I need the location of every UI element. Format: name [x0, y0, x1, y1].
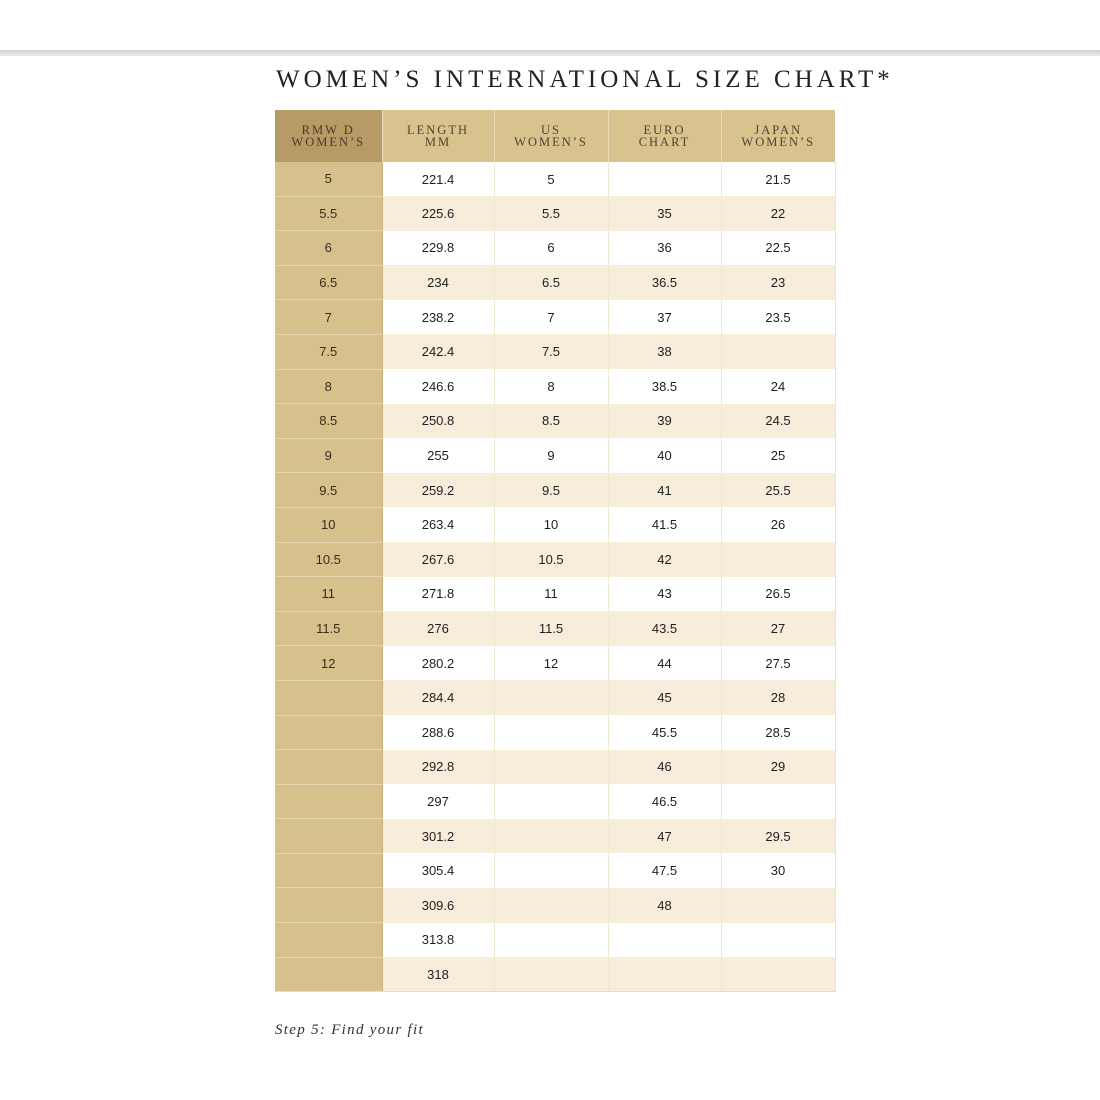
rmw-d-size-cell: 11.5	[275, 611, 382, 646]
table-row	[275, 957, 835, 992]
euro-size-cell: 43.5	[608, 611, 721, 646]
length-mm-cell: 267.6	[382, 542, 494, 577]
column-header-length-mm	[382, 110, 494, 162]
table-row	[275, 611, 835, 646]
us-size-cell: 5	[494, 162, 608, 196]
japan-size-cell: 24.5	[721, 404, 835, 439]
japan-size-cell: 23	[721, 265, 835, 300]
us-size-cell: 6	[494, 231, 608, 266]
us-size-cell: 9.5	[494, 473, 608, 508]
column-header-us-womens	[494, 110, 608, 162]
rmw-d-size-cell	[275, 853, 382, 888]
table-row	[275, 196, 835, 231]
column-header-line: MM	[424, 135, 452, 149]
us-size-cell: 7.5	[494, 334, 608, 369]
length-mm-cell: 313.8	[382, 923, 494, 958]
us-size-cell: 8.5	[494, 404, 608, 439]
euro-size-cell: 39	[608, 404, 721, 439]
rmw-d-size-cell: 6	[275, 231, 382, 266]
us-size-cell: 8	[494, 369, 608, 404]
length-mm-cell: 297	[382, 784, 494, 819]
length-mm-cell: 271.8	[382, 577, 494, 612]
euro-size-cell: 38.5	[608, 369, 721, 404]
rmw-d-size-cell	[275, 923, 382, 958]
us-size-cell: 6.5	[494, 265, 608, 300]
rmw-d-size-cell: 8	[275, 369, 382, 404]
length-mm-cell: 305.4	[382, 853, 494, 888]
euro-size-cell	[608, 162, 721, 196]
euro-size-cell: 47	[608, 819, 721, 854]
table-row	[275, 265, 835, 300]
japan-size-cell	[721, 542, 835, 577]
japan-size-cell	[721, 923, 835, 958]
rmw-d-size-cell: 9	[275, 438, 382, 473]
length-mm-cell: 246.6	[382, 369, 494, 404]
japan-size-cell: 22	[721, 196, 835, 231]
us-size-cell	[494, 888, 608, 923]
euro-size-cell: 41	[608, 473, 721, 508]
japan-size-cell: 25	[721, 438, 835, 473]
euro-size-cell	[608, 923, 721, 958]
length-mm-cell: 292.8	[382, 750, 494, 785]
table-row	[275, 888, 835, 923]
column-header-line: RMW D	[301, 123, 355, 137]
table-row	[275, 853, 835, 888]
length-mm-cell: 318	[382, 957, 494, 992]
japan-size-cell: 26.5	[721, 577, 835, 612]
rmw-d-size-cell: 9.5	[275, 473, 382, 508]
japan-size-cell: 29	[721, 750, 835, 785]
column-header-line: JAPAN	[754, 123, 803, 137]
table-row	[275, 923, 835, 958]
euro-size-cell: 45	[608, 680, 721, 715]
table-row	[275, 646, 835, 681]
column-header-line: WOMEN’S	[514, 135, 588, 149]
us-size-cell: 11.5	[494, 611, 608, 646]
length-mm-cell: 221.4	[382, 162, 494, 196]
euro-size-cell: 47.5	[608, 853, 721, 888]
us-size-cell: 11	[494, 577, 608, 612]
table-row	[275, 334, 835, 369]
japan-size-cell: 25.5	[721, 473, 835, 508]
rmw-d-size-cell: 5	[275, 162, 382, 196]
us-size-cell	[494, 923, 608, 958]
size-chart-body	[275, 162, 835, 992]
euro-size-cell: 43	[608, 577, 721, 612]
japan-size-cell: 26	[721, 507, 835, 542]
table-row	[275, 750, 835, 785]
table-row	[275, 507, 835, 542]
euro-size-cell: 41.5	[608, 507, 721, 542]
column-header-japan-womens	[721, 110, 835, 162]
us-size-cell	[494, 819, 608, 854]
euro-size-cell: 45.5	[608, 715, 721, 750]
rmw-d-size-cell	[275, 715, 382, 750]
table-row	[275, 784, 835, 819]
us-size-cell: 7	[494, 300, 608, 335]
length-mm-cell: 309.6	[382, 888, 494, 923]
table-row	[275, 404, 835, 439]
us-size-cell: 12	[494, 646, 608, 681]
japan-size-cell: 28	[721, 680, 835, 715]
header-row	[275, 110, 835, 162]
japan-size-cell	[721, 784, 835, 819]
length-mm-cell: 276	[382, 611, 494, 646]
length-mm-cell: 280.2	[382, 646, 494, 681]
euro-size-cell	[608, 957, 721, 992]
length-mm-cell: 288.6	[382, 715, 494, 750]
japan-size-cell: 23.5	[721, 300, 835, 335]
table-row	[275, 819, 835, 854]
japan-size-cell: 30	[721, 853, 835, 888]
rmw-d-size-cell: 10.5	[275, 542, 382, 577]
rmw-d-size-cell	[275, 957, 382, 992]
rmw-d-size-cell: 5.5	[275, 196, 382, 231]
length-mm-cell: 259.2	[382, 473, 494, 508]
size-chart-header	[275, 110, 835, 162]
us-size-cell	[494, 957, 608, 992]
euro-size-cell: 36.5	[608, 265, 721, 300]
us-size-cell: 9	[494, 438, 608, 473]
column-header-line: LENGTH	[407, 123, 469, 137]
japan-size-cell: 27.5	[721, 646, 835, 681]
length-mm-cell: 301.2	[382, 819, 494, 854]
column-header-rmw-d-womens	[275, 110, 382, 162]
length-mm-cell: 234	[382, 265, 494, 300]
euro-size-cell: 40	[608, 438, 721, 473]
us-size-cell: 10.5	[494, 542, 608, 577]
rmw-d-size-cell: 11	[275, 577, 382, 612]
rmw-d-size-cell	[275, 750, 382, 785]
rmw-d-size-cell	[275, 784, 382, 819]
column-header-euro-chart	[608, 110, 721, 162]
rmw-d-size-cell: 7.5	[275, 334, 382, 369]
table-row	[275, 577, 835, 612]
step-footnote: Step 5: Find your fit	[275, 1022, 424, 1038]
euro-size-cell: 37	[608, 300, 721, 335]
column-header-line: EURO	[643, 123, 686, 137]
column-header-line: CHART	[638, 135, 691, 149]
us-size-cell: 10	[494, 507, 608, 542]
euro-size-cell: 35	[608, 196, 721, 231]
us-size-cell	[494, 784, 608, 819]
rmw-d-size-cell: 7	[275, 300, 382, 335]
us-size-cell	[494, 715, 608, 750]
table-row	[275, 473, 835, 508]
euro-size-cell: 46	[608, 750, 721, 785]
us-size-cell	[494, 853, 608, 888]
rmw-d-size-cell	[275, 888, 382, 923]
us-size-cell: 5.5	[494, 196, 608, 231]
column-header-line: WOMEN’S	[291, 135, 366, 149]
japan-size-cell: 29.5	[721, 819, 835, 854]
japan-size-cell	[721, 957, 835, 992]
table-row	[275, 162, 835, 196]
euro-size-cell: 44	[608, 646, 721, 681]
rmw-d-size-cell: 6.5	[275, 265, 382, 300]
rmw-d-size-cell	[275, 819, 382, 854]
length-mm-cell: 242.4	[382, 334, 494, 369]
top-divider	[0, 50, 1100, 56]
japan-size-cell: 24	[721, 369, 835, 404]
table-row	[275, 680, 835, 715]
length-mm-cell: 238.2	[382, 300, 494, 335]
length-mm-cell: 255	[382, 438, 494, 473]
length-mm-cell: 284.4	[382, 680, 494, 715]
table-row	[275, 369, 835, 404]
length-mm-cell: 250.8	[382, 404, 494, 439]
us-size-cell	[494, 680, 608, 715]
euro-size-cell: 42	[608, 542, 721, 577]
length-mm-cell: 229.8	[382, 231, 494, 266]
rmw-d-size-cell: 10	[275, 507, 382, 542]
rmw-d-size-cell: 8.5	[275, 404, 382, 439]
japan-size-cell	[721, 888, 835, 923]
length-mm-cell: 225.6	[382, 196, 494, 231]
page-title: WOMEN’S INTERNATIONAL SIZE CHART*	[276, 66, 894, 93]
japan-size-cell: 27	[721, 611, 835, 646]
japan-size-cell: 28.5	[721, 715, 835, 750]
length-mm-cell: 263.4	[382, 507, 494, 542]
rmw-d-size-cell: 12	[275, 646, 382, 681]
euro-size-cell: 38	[608, 334, 721, 369]
table-row	[275, 300, 835, 335]
japan-size-cell	[721, 334, 835, 369]
japan-size-cell: 22.5	[721, 231, 835, 266]
japan-size-cell: 21.5	[721, 162, 835, 196]
euro-size-cell: 46.5	[608, 784, 721, 819]
table-row	[275, 231, 835, 266]
table-row	[275, 715, 835, 750]
size-chart-table	[275, 110, 836, 992]
table-row	[275, 438, 835, 473]
rmw-d-size-cell	[275, 680, 382, 715]
euro-size-cell: 48	[608, 888, 721, 923]
column-header-line: US	[541, 123, 561, 137]
euro-size-cell: 36	[608, 231, 721, 266]
column-header-line: WOMEN’S	[741, 135, 816, 149]
table-row	[275, 542, 835, 577]
us-size-cell	[494, 750, 608, 785]
